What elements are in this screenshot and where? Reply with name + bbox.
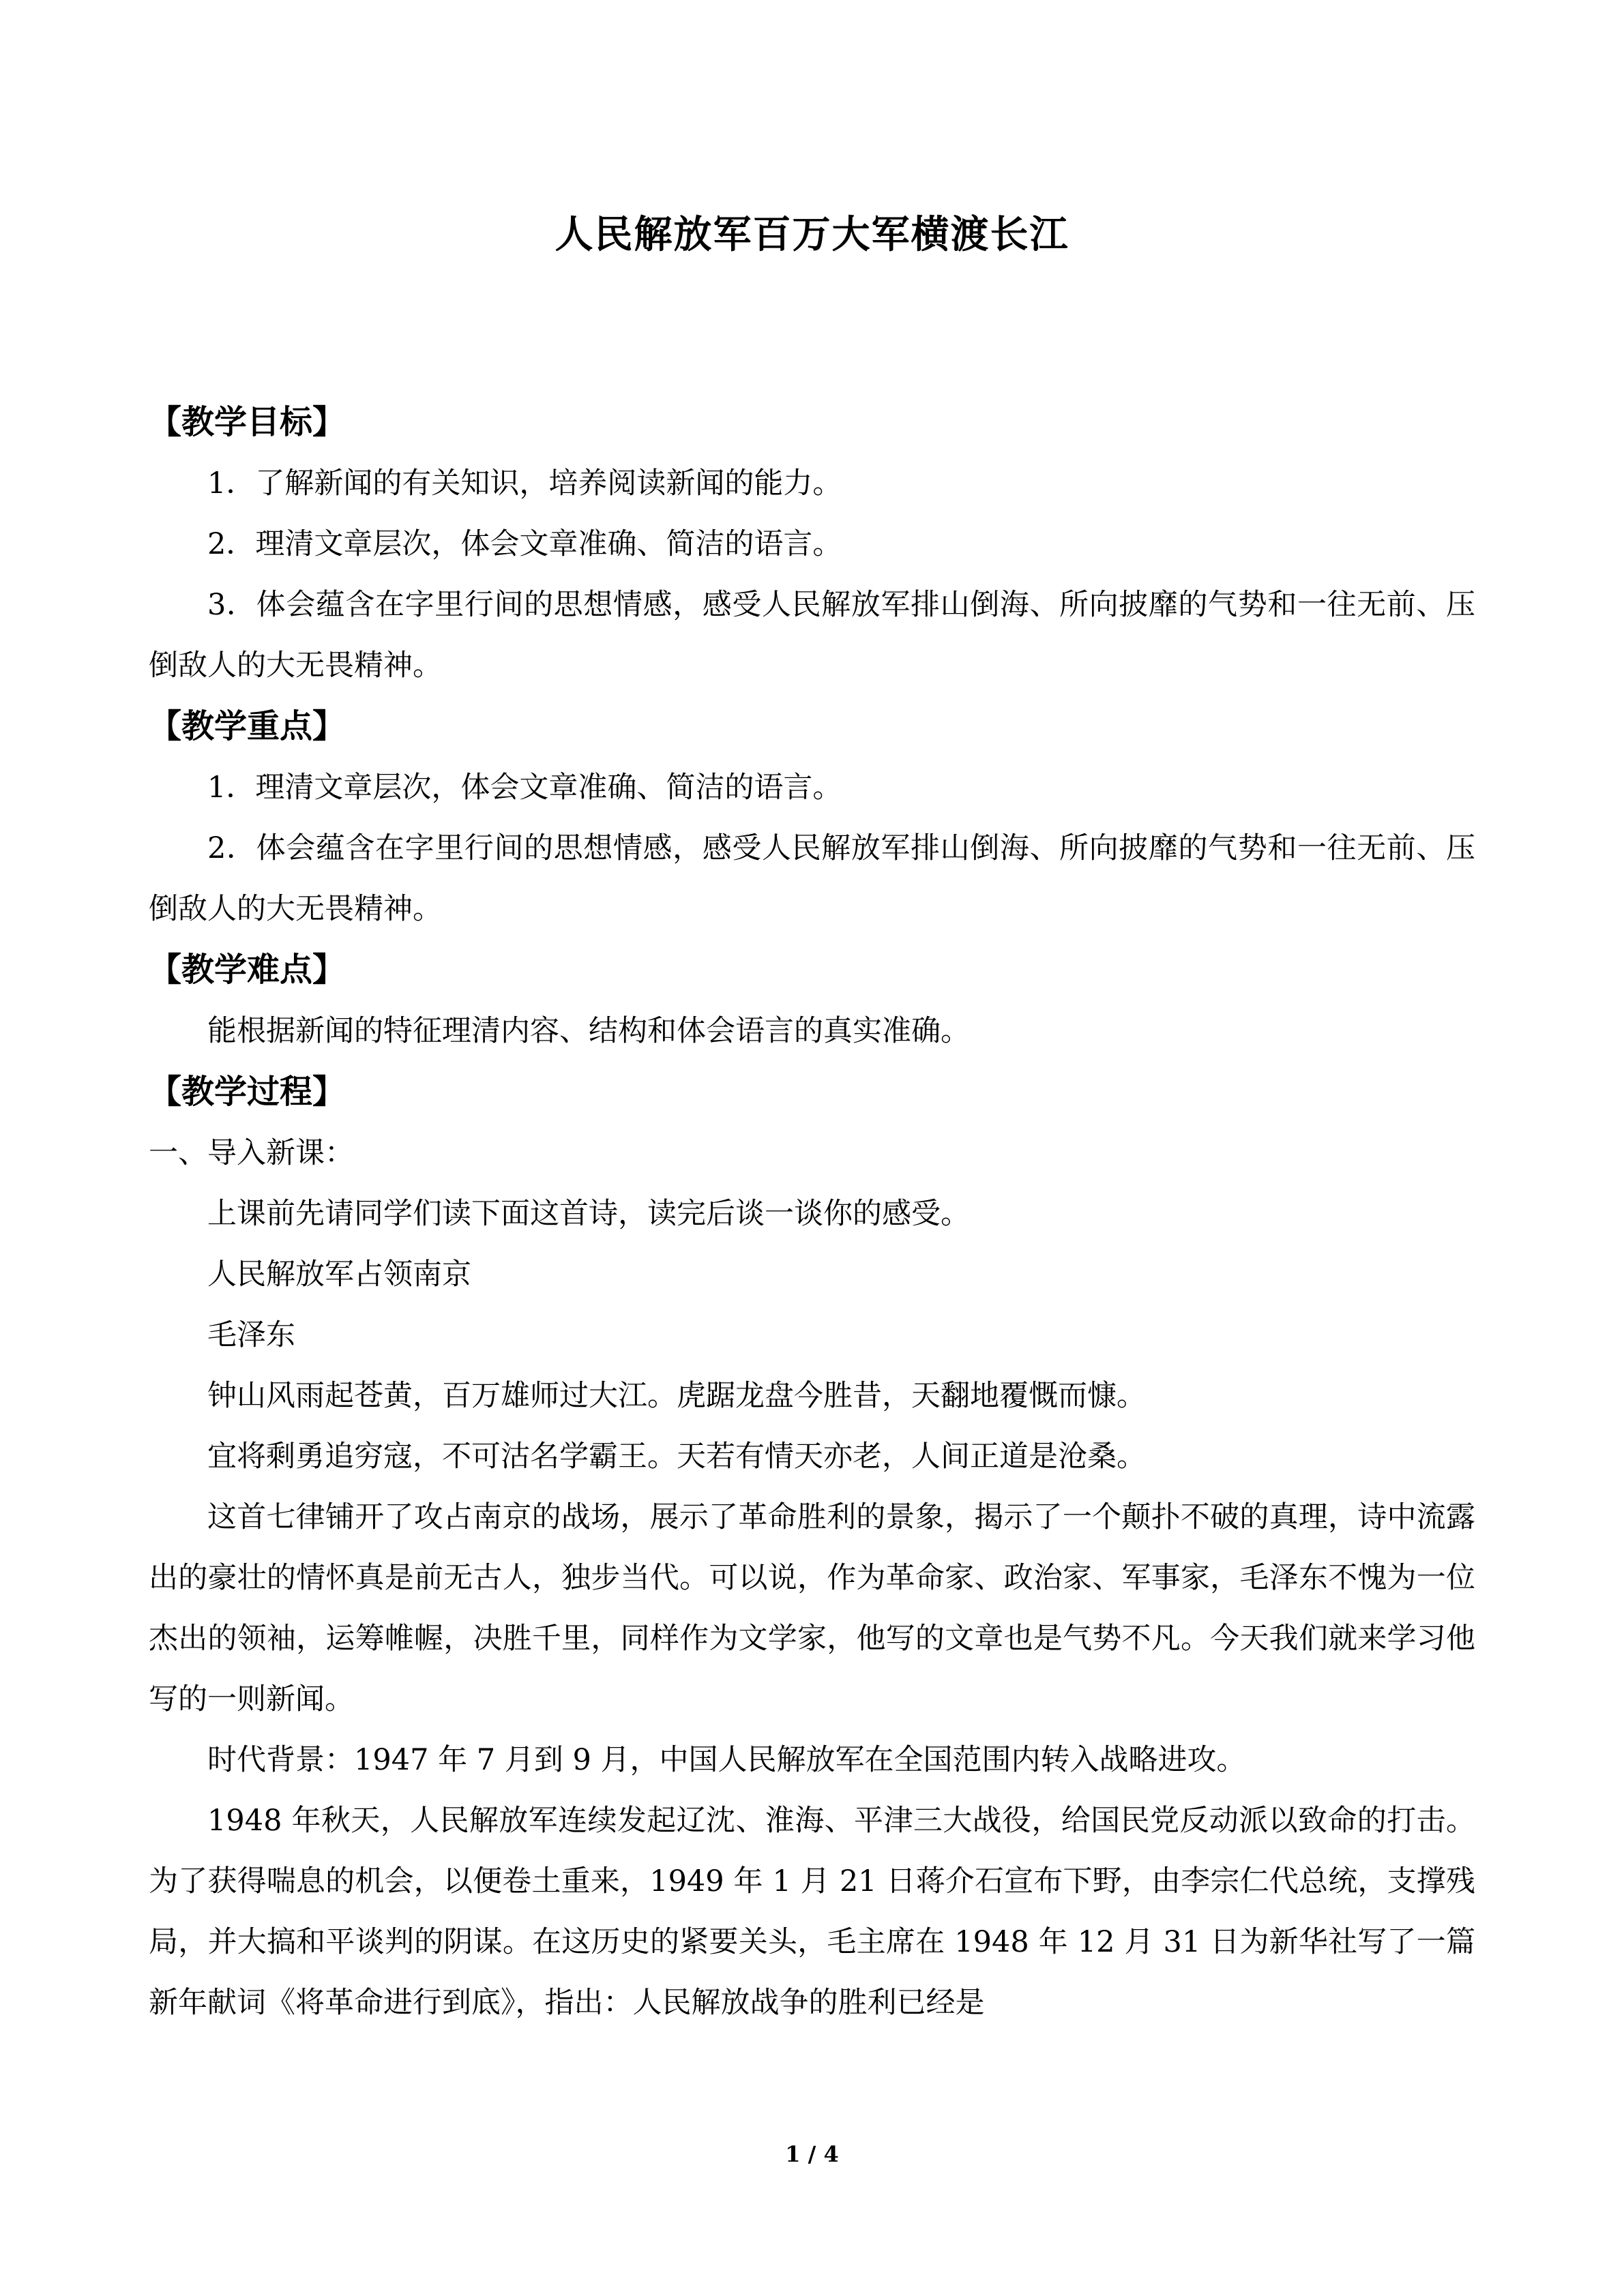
page-number: 1 / 4 <box>785 2141 839 2167</box>
poem-title: 人民解放军占领南京 <box>207 1257 471 1292</box>
key-point-item: 2．体会蕴含在字里行间的思想情感，感受人民解放军排山倒海、所向披靡的气势和一往无前、压倒敌人的大无畏精神。 <box>149 831 1475 926</box>
objective-item: 2．理清文章层次，体会文章准确、简洁的语言。 <box>207 527 842 561</box>
process-paragraph: 1948 年秋天，人民解放军连续发起辽沈、淮海、平津三大战役，给国民党反动派以致命的打击。为了获得喘息的机会，以便卷土重来，1949 年 1 月 21 日蒋介石宣布下野，由李宗仁代总统，支撑残局，并大搞和平谈判的阴谋。在这历史的紧要关头，毛主席在 1948 年 12 月 31 日为新华社写了一篇新年献词《将革命进行到底》，指出：人民解放战争的胜利已经是 <box>149 1804 1475 2020</box>
key-point-item: 1．理清文章层次，体会文章准确、简洁的语言。 <box>207 771 842 805</box>
objective-item: 1．了解新闻的有关知识，培养阅读新闻的能力。 <box>207 466 842 501</box>
section-heading-key-points: 【教学重点】 <box>149 707 346 745</box>
poem-line: 宜将剩勇追穷寇，不可沽名学霸王。天若有情天亦老，人间正道是沧桑。 <box>207 1440 1146 1474</box>
document-title: 人民解放军百万大军横渡长江 <box>555 213 1069 257</box>
document-body <box>149 205 1475 2033</box>
section-heading-objectives: 【教学目标】 <box>149 403 346 441</box>
section-heading-difficulties: 【教学难点】 <box>149 951 346 989</box>
process-paragraph: 上课前先请同学们读下面这首诗，读完后谈一谈你的感受。 <box>207 1197 970 1231</box>
process-paragraph: 这首七律铺开了攻占南京的战场，展示了革命胜利的景象，揭示了一个颠扑不破的真理，诗中流露出的豪壮的情怀真是前无古人，独步当代。可以说，作为革命家、政治家、军事家，毛泽东不愧为一位杰出的领袖，运筹帷幄，决胜千里，同样作为文学家，他写的文章也是气势不凡。今天我们就来学习他写的一则新闻。 <box>149 1500 1475 1716</box>
poem-line: 钟山风雨起苍黄，百万雄师过大江。虎踞龙盘今胜昔，天翻地覆慨而慷。 <box>207 1379 1146 1413</box>
difficulty-item: 能根据新闻的特征理清内容、结构和体会语言的真实准确。 <box>207 1014 970 1048</box>
section-heading-process: 【教学过程】 <box>149 1073 346 1111</box>
poem-author: 毛泽东 <box>207 1318 295 1352</box>
process-paragraph: 时代背景：1947 年 7 月到 9 月，中国人民解放军在全国范围内转入战略进攻。 <box>207 1743 1246 1777</box>
process-step-label: 一、导入新课： <box>149 1136 354 1170</box>
objective-item: 3．体会蕴含在字里行间的思想情感，感受人民解放军排山倒海、所向披靡的气势和一往无前、压倒敌人的大无畏精神。 <box>149 588 1475 683</box>
